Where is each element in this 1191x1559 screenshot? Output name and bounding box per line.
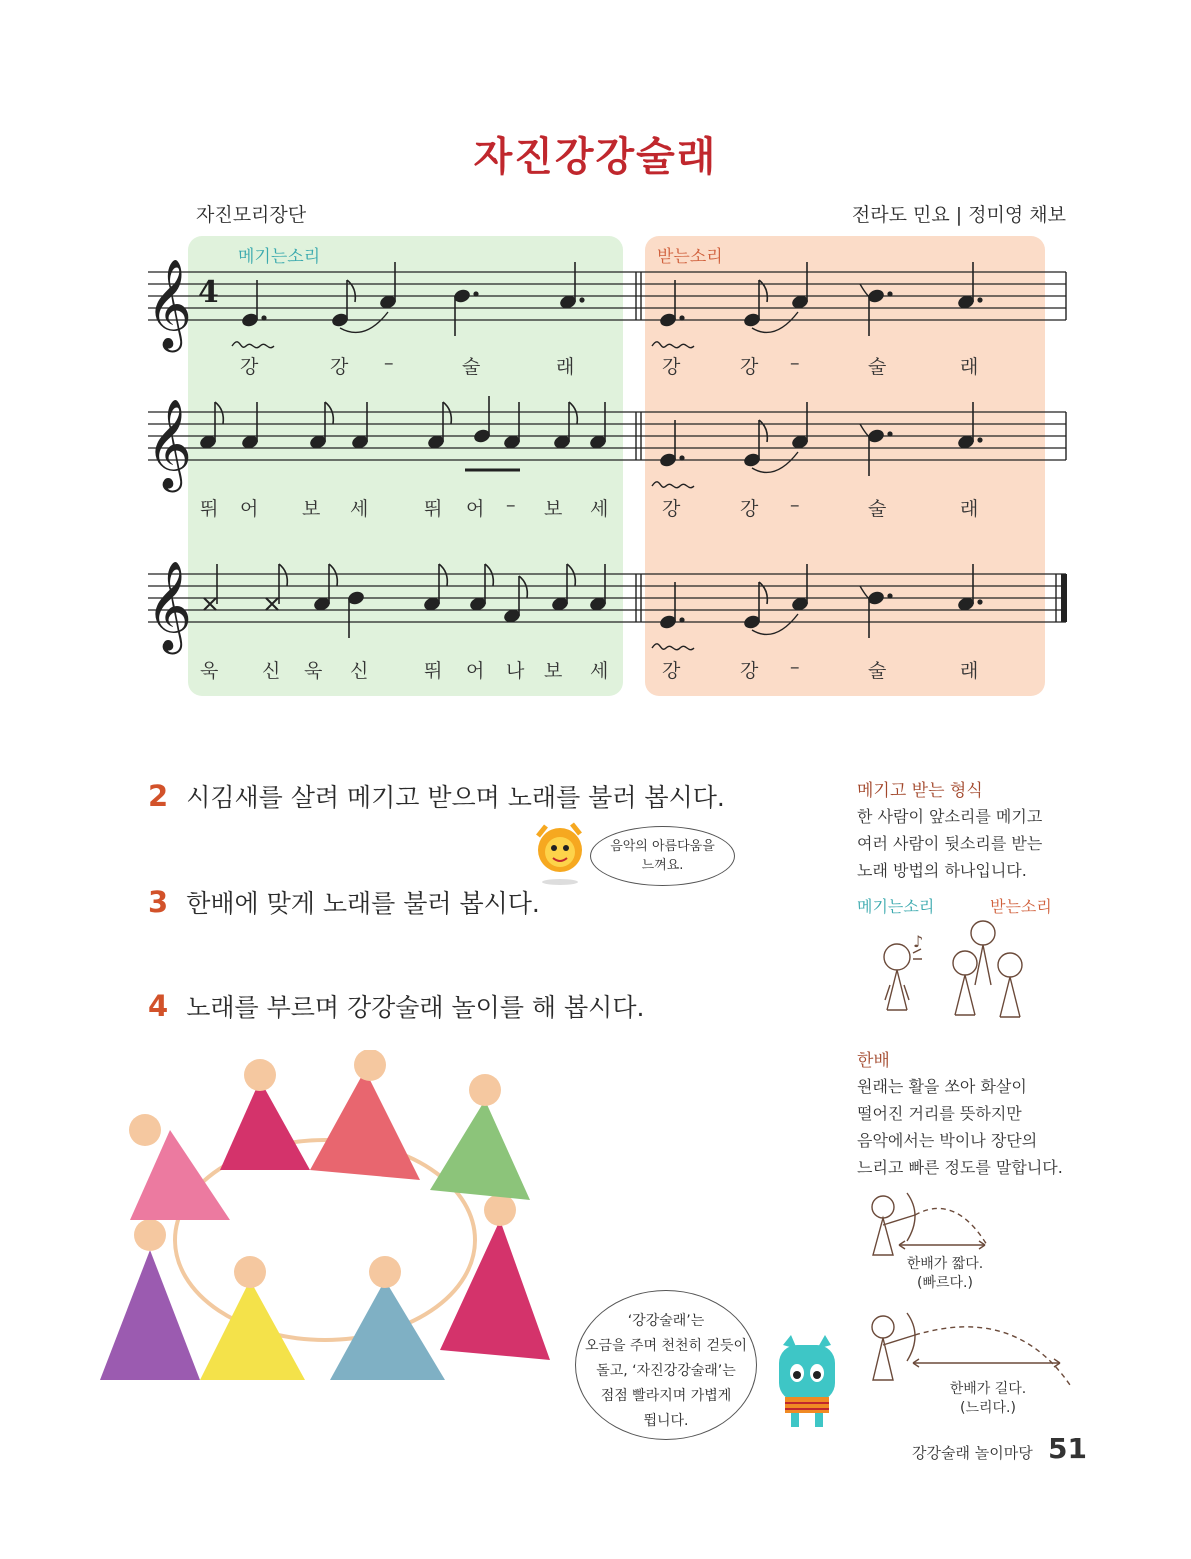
description-speech-bubble [575,1290,757,1440]
lyric-syllable-call: 뛰 [200,498,219,520]
bubble-line: 뜁니다. [643,1413,689,1429]
note-dot [679,617,684,622]
note-flag [759,582,767,604]
sigimsae-mark [652,482,694,488]
form-heading: 메기고 받는 형식 [857,781,983,801]
treble-clef: 𝄞 [146,259,193,349]
lyric-syllable-response: 래 [960,660,979,682]
step-number: 4 [148,989,169,1023]
hanbae-heading: 한배 [857,1051,890,1071]
hanbae-line: 떨어진 거리를 뜻하지만 [857,1104,1022,1123]
note-dot [679,455,684,460]
long-line: (느리다.) [960,1400,1016,1416]
lyric-syllable-call: 어 [466,660,485,682]
note-flag [519,576,527,598]
sigimsae-mark [652,342,694,348]
footer-section: 강강술래 놀이마당 [912,1444,1033,1462]
note-dot [887,431,892,436]
response-panel-label: 받는소리 [657,247,723,267]
x-note [204,598,216,610]
lyric-syllable-call: 보 [544,660,563,682]
lyric-syllable-response: 강 [740,660,759,682]
lyric-syllable-call: 술 [462,356,481,378]
lyric-syllable-response: 술 [868,498,887,520]
note-flag [215,402,223,424]
note-dot [887,291,892,296]
form-line: 한 사람이 앞소리를 메기고 [857,807,1043,826]
lyric-syllable-call: 어 [466,498,485,520]
lyric-syllable-call: 뛰 [424,498,443,520]
lyric-syllable-call: 세 [590,498,609,520]
note-flag [567,564,575,586]
lion-mascot-icon [520,812,590,887]
call-response-people-icon [865,915,1045,1030]
note-flag [759,280,767,302]
lyric-syllable-call: 욱 [200,660,219,682]
hanbae-line: 음악에서는 박이나 장단의 [857,1131,1038,1150]
treble-clef: 𝄞 [146,399,193,489]
long-hanbae-text [928,1380,1048,1418]
lyric-syllable-call: 어 [240,498,259,520]
mascot-speech-bubble [590,826,735,886]
lyric-syllable-response: 강 [662,660,681,682]
time-signature: 4 [198,275,219,310]
sigimsae-mark [652,644,694,650]
lyric-syllable-response: 래 [960,356,979,378]
bubble-line: 점점 빨라지며 가볍게 [600,1388,732,1404]
lyric-syllable-response: – [790,656,800,678]
bubble-line: 돌고, ‘자진강강술래’는 [596,1363,736,1379]
note-flag [329,564,337,586]
note-flag [759,420,767,442]
step-text: 노래를 부르며 강강술래 놀이를 해 봅시다. [186,993,645,1022]
call-panel-label: 메기는소리 [238,247,321,267]
lyric-syllable-call: 강 [240,356,259,378]
lyric-syllable-call: 강 [330,356,349,378]
bubble-line: ‘강강술래’는 [627,1313,705,1329]
bubble-line: 느껴요. [641,858,684,873]
step-2 [148,778,725,814]
sidebar-call-label: 메기는소리 [857,897,935,916]
short-hanbae-text [895,1255,995,1293]
lyric-syllable-response: 강 [662,356,681,378]
hanbae-line: 원래는 활을 쏘아 화살이 [857,1077,1027,1096]
svg-text:♪: ♪ [913,932,924,951]
step-text: 시김새를 살려 메기고 받으며 노래를 불러 봅시다. [186,783,725,812]
note-flag [325,402,333,424]
sigimsae-mark [232,342,274,348]
note-flag [279,564,287,586]
sidebar-response-label: 받는소리 [990,897,1052,916]
note-dot [473,291,478,296]
step-3 [148,884,540,920]
hanbae-line: 느리고 빠른 정도를 말합니다. [857,1158,1063,1177]
lyric-syllable-response: 강 [740,498,759,520]
lyric-syllable-call: 세 [590,660,609,682]
short-line: 한배가 짧다. [906,1256,984,1272]
note-dot [977,437,982,442]
lyric-syllable-response: 술 [868,356,887,378]
note-flag [439,564,447,586]
lyric-syllable-response: 술 [868,660,887,682]
music-score [0,0,1191,720]
lyric-syllable-call: 래 [556,356,575,378]
note-flag [569,402,577,424]
bubble-line: 오금을 주며 천천히 걷듯이 [584,1338,748,1354]
tempo-label: 자진모리장단 [196,204,307,226]
step-number: 3 [148,885,169,919]
lyric-syllable-call: 보 [544,498,563,520]
step-text: 한배에 맞게 노래를 불러 봅시다. [186,889,540,918]
ganggangsullae-dancers-illustration [90,1050,560,1430]
note-dot [977,599,982,604]
form-description [857,803,1042,884]
lyric-syllable-call: 욱 [304,660,323,682]
lyric-syllable-call: 뛰 [424,660,443,682]
lyric-syllable-response: 강 [662,498,681,520]
lyric-syllable-call: 신 [262,660,281,682]
final-bar-thick [1061,574,1067,622]
step-number: 2 [148,779,169,813]
lyric-syllable-call: 보 [302,498,321,520]
lyric-syllable-call: – [506,494,516,516]
lyric-syllable-call: 나 [506,660,525,682]
lyric-syllable-call: 신 [350,660,369,682]
long-line: 한배가 길다. [949,1381,1027,1397]
song-credit: 전라도 민요 | 정미영 채보 [851,204,1066,226]
lyric-syllable-response: – [790,494,800,516]
note-dot [679,315,684,320]
hanbae-description [857,1073,1063,1181]
lyric-syllable-call: – [384,352,394,374]
lyric-syllable-call: 세 [350,498,369,520]
note-dot [977,297,982,302]
note-dot [261,315,266,320]
note-flag [485,564,493,586]
treble-clef: 𝄞 [146,561,193,651]
form-line: 노래 방법의 하나입니다. [857,861,1027,880]
bubble-line: 음악의 아름다움을 [610,839,715,854]
form-line: 여러 사람이 뒷소리를 받는 [857,834,1043,853]
lyric-syllable-response: 래 [960,498,979,520]
lyric-syllable-response: 강 [740,356,759,378]
x-note [266,598,278,610]
blue-mascot-icon [765,1335,850,1435]
page-title: 자진강강술래 [473,134,718,180]
note-dot [579,297,584,302]
note-flag [443,402,451,424]
note-flag [347,280,355,302]
step-4 [148,988,644,1024]
note-dot [887,593,892,598]
page-number: 51 [1048,1432,1087,1465]
lyric-syllable-response: – [790,352,800,374]
short-line: (빠르다.) [917,1275,973,1291]
